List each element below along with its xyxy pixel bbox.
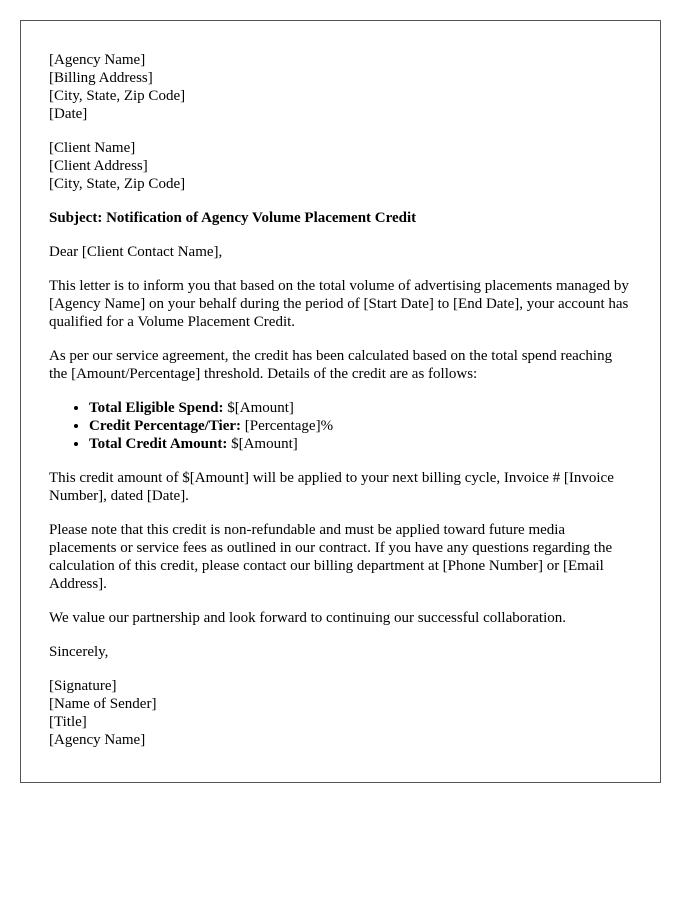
signature-block: [49, 677, 632, 749]
subject-line: Subject: Notification of Agency Volume Placement Credit: [49, 210, 417, 226]
body-paragraph-partnership: We value our partnership and look forward to continuing our successful collaboration.: [49, 610, 566, 626]
detail-label-eligible-spend: Total Eligible Spend:: [89, 400, 224, 416]
sender-title: [Title]: [49, 714, 87, 730]
signature: [Signature]: [49, 678, 117, 694]
detail-value-credit-percentage: [Percentage]%: [241, 418, 334, 434]
closing: Sincerely,: [49, 644, 109, 660]
body-paragraph-billing-cycle: This credit amount of $[Amount] will be applied to your next billing cycle, Invoice # [Invoice Number], dated [Date].: [49, 470, 614, 504]
detail-label-total-credit: Total Credit Amount:: [89, 436, 228, 452]
body-paragraph-terms: Please note that this credit is non-refundable and must be applied toward future media placements or service fees as outlined in our contract. If you have any questions regarding the calculation of this credit, please contact our billing department at [Phone Number] or [Email Address].: [49, 522, 613, 592]
credit-details-list: [49, 399, 632, 453]
recipient-client-name: [Client Name]: [49, 140, 136, 156]
sender-billing-address: [Billing Address]: [49, 70, 153, 86]
sender-city-state-zip: [City, State, Zip Code]: [49, 88, 186, 104]
letter-page: [20, 20, 661, 783]
list-item: [89, 399, 632, 417]
salutation: Dear [Client Contact Name],: [49, 244, 223, 260]
sender-name: [Name of Sender]: [49, 696, 157, 712]
body-paragraph-intro: This letter is to inform you that based on the total volume of advertising placements managed by [Agency Name] on your behalf during the period of [Start Date] to [End Date], your account has qualified for a Volume Placement Credit.: [49, 278, 629, 330]
recipient-client-address: [Client Address]: [49, 158, 148, 174]
sender-agency-name: [Agency Name]: [49, 52, 146, 68]
list-item: [89, 417, 632, 435]
detail-value-total-credit: $[Amount]: [227, 436, 298, 452]
sender-address-block: [49, 51, 632, 123]
body-paragraph-agreement: As per our service agreement, the credit has been calculated based on the total spend reaching the [Amount/Percentage] threshold. Details of the credit are as follows:: [49, 348, 613, 382]
detail-value-eligible-spend: $[Amount]: [223, 400, 294, 416]
letter-date: [Date]: [49, 106, 88, 122]
recipient-address-block: [49, 139, 632, 193]
detail-label-credit-percentage: Credit Percentage/Tier:: [89, 418, 242, 434]
list-item: [89, 435, 632, 453]
signature-agency-name: [Agency Name]: [49, 732, 146, 748]
recipient-city-state-zip: [City, State, Zip Code]: [49, 176, 186, 192]
